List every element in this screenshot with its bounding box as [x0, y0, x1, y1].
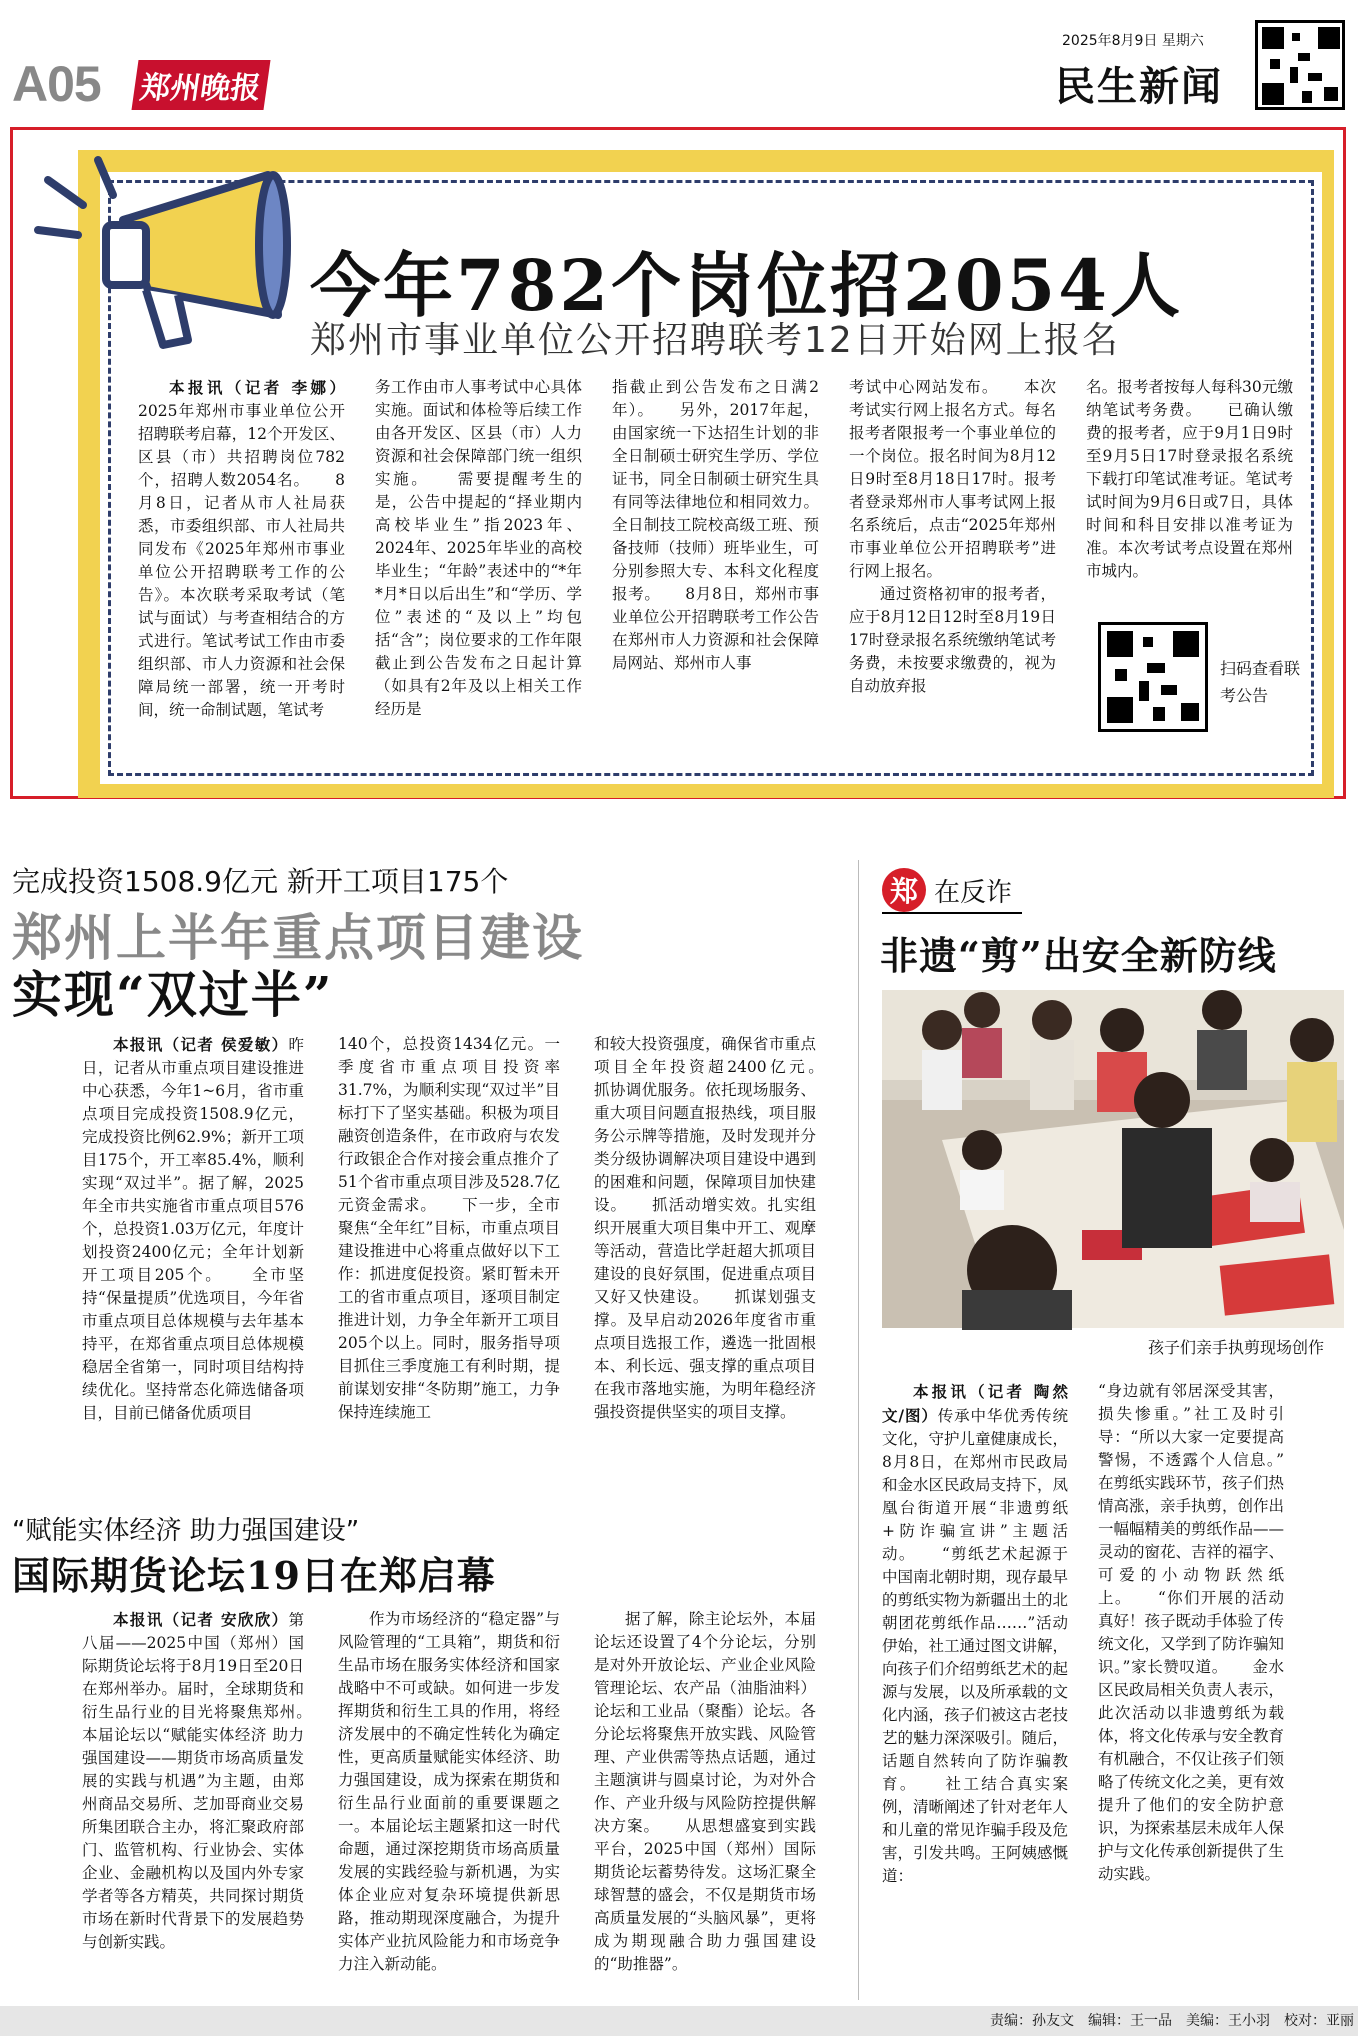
article3-col2-text: 作为市场经济的“稳定器”与风险管理的“工具箱”，期货和衍生品市场在服务实体经济和国家战略中不可或缺。如何进一步发挥期货和衍生工具的作用，将经济发展中的不确定性转化为确定性，更高质量赋能实体经济、助力强国建设，成为探索在期货和衍生品行业面前的重要课题之一。本届论坛主题紧扣这一时代命题，通过深挖期货市场高质量发展的实践经验与新机遇，为实体企业应对复杂环境提供新思路，推动期现深度融合，为提升实体产业抗风险能力和市场竞争力注入新动能。 [338, 1610, 560, 1973]
article4-col2-text: “身边就有邻居深受其害，损失惨重。”社工及时引导：“所以大家一定要提高警惕，不透露个人信息。” 在剪纸实践环节，孩子们热情高涨，亲手执剪，创作出一幅幅精美的剪纸作品——灵动的窗花、吉祥的福字、可爱的小动物跃然纸上。 “你们开展的活动真好！孩子既动手体验了传统文化，又学到了防诈骗知识。”家长赞叹道。 金水区民政局相关负责人表示，此次活动以非遗剪纸为载体，将文化传承与安全教育有机融合，不仅让孩子们领略了传统文化之美，更有效提升了他们的安全防护意识，为探索基层未成年人保护与文化传承创新提供了生动实践。 [1098, 1382, 1316, 1883]
article3-byline: 本报讯（记者 安欣欣） [113, 1610, 289, 1629]
paper-logo: 郑州晚报 [131, 60, 270, 110]
divider [858, 860, 859, 2000]
feature-col2-text: 务工作由市人事考试中心具体实施。面试和体检等后续工作由各开发区、区县（市）人力资源和社会保障部门统一组织实施。 需要提醒考生的是，公告中提起的“择业期内高校毕业生”指2023年、2024年、2025年毕业的高校毕业生；“年龄”表述中的“*年*月*日以后出生”和“学历、学位”表述的“及以上”均包括“含”；岗位要求的工作年限截止到公告发布之日起计算（如具有2年及以上相关工作经历是 [375, 378, 582, 718]
article2-headline-line1: 郑州上半年重点项目建设 [12, 908, 584, 967]
article2-headline-line2: 实现“双过半” [12, 965, 334, 1024]
article4-col1-text: 传承中华优秀传统文化，守护儿童健康成长，8月8日，在郑州市民政局和金水区民政局支持下，凤凰台街道开展“非遗剪纸+防诈骗宣讲”主题活动。 “剪纸艺术起源于中国南北朝时期，现存最早的剪纸实物为新疆出土的北朝团花剪纸作品……”活动伊始，社工通过图文讲解，向孩子们介绍剪纸艺术的起源与发展，以及所承载的文化内涵，孩子们被这古老技艺的魅力深深吸引。随后，话题自然转向了防诈骗教育。 社工结合真实案例，清晰阐述了针对老年人和儿童的常见诈骗手段及危害，引发共鸣。王阿姨感慨道： [882, 1407, 1069, 1885]
badge-icon: 郑 [882, 868, 926, 912]
feature-column-1 [138, 376, 345, 742]
article2-column-3 [594, 1033, 848, 1465]
article3-headline: 国际期货论坛19日在郑启幕 [12, 1553, 496, 1598]
megaphone-icon [28, 150, 308, 350]
article4-headline: 非遗“剪”出安全新防线 [880, 933, 1277, 978]
issue-date: 2025年8月9日 星期六 [1062, 33, 1204, 49]
papercut-activity-photo[interactable] [882, 990, 1344, 1328]
photo-caption: 孩子们亲手执剪现场创作 [1148, 1338, 1325, 1357]
feature-subheadline: 郑州市事业单位公开招聘联考12日开始网上报名 [310, 320, 1120, 361]
page-number: A05 [12, 56, 101, 112]
feature-column-3 [612, 376, 819, 742]
editorial-credits: 责编：孙友文 编辑：王一品 美编：王小羽 校对：亚丽 [990, 2013, 1354, 2029]
article2-column-2 [338, 1033, 560, 1465]
article2-col1-text: 昨日，记者从市重点项目建设推进中心获悉，今年1~6月，省市重点项目完成投资1508.9亿元，完成投资比例62.9%；新开工项目175个，开工率85.4%，顺利实现“双过半”。据了解，2025年全市共实施省市重点项目576个，总投资1.03万亿元，年度计划投资2400亿元；全年计划新开工项目205个。 全市坚持“保量提质”优选项目，今年省市重点项目总体规模与去年基本持平，在郑省重点项目总体规模稳居全省第一，同时项目结构持续优化。坚持常态化筛选储备项目，目前已储备优质项目 [82, 1036, 304, 1422]
article2-byline: 本报讯（记者 侯爱敏） [113, 1035, 289, 1054]
article2-kicker: 完成投资1508.9亿元 新开工项目175个 [12, 865, 509, 898]
article4-column-1 [882, 1380, 1068, 1998]
article3-col3-text: 据了解，除主论坛外，本届论坛还设置了4个分论坛，分别是对外开放论坛、产业企业风险管理论坛、农产品（油脂油料）论坛和工业品（聚酯）论坛。各分论坛将聚焦开放实践、风险管理、产业供需等热点话题，通过主题演讲与圆桌讨论，为对外合作、产业升级与风险防控提供解决方案。 从思想盛宴到实践平台，2025中国（郑州）国际期货论坛蓄势待发。这场汇聚全球智慧的盛会，不仅是期货市场高质量发展的“头脑风暴”，更将成为期现融合助力强国建设的“助推器”。 [594, 1610, 816, 1973]
article4-column-2 [1098, 1380, 1316, 1998]
article2-col3-text: 和较大投资强度，确保省市重点项目全年投资超2400亿元。 抓协调优服务。依托现场服务、重大项目问题直报热线，项目服务公示牌等措施，及时发现并分类分级协调解决项目建设中遇到的困难和问题，保障项目加快建设。 抓活动增实效。扎实组织开展重大项目集中开工、观摩等活动，营造比学赶超大抓项目建设的良好氛围，促进重点项目又好又快建设。 抓谋划强支撑。及早启动2026年度省市重点项目选报工作，遴选一批固根本、利长远、强支撑的重点项目在我市落地实施，为明年稳经济强投资提供坚实的项目支撑。 [594, 1035, 848, 1421]
feature-byline: 本报讯（记者 李娜） [169, 378, 345, 397]
feature-col4b-text: 通过资格初审的报考者，应于8月12日12时至8月19日17时登录报名系统缴纳笔试考务费，未按要求缴费的，视为自动放弃报 [849, 585, 1056, 695]
article2-column-1 [82, 1033, 304, 1465]
article3-col1-text: 第八届——2025中国（郑州）国际期货论坛将于8月19日至20日在郑州举办。届时，全球期货和衍生品行业的目光将聚焦郑州。 本届论坛以“赋能实体经济 助力强国建设——期货市场高质量发展的实践与机遇”为主题，由郑州商品交易所、芝加哥商业交易所集团联合主办，将汇聚政府部门、监管机构、行业协会、实体企业、金融机构以及国内外专家学者等各方精英，共同探讨期货市场在新时代背景下的发展趋势与创新实践。 [82, 1611, 336, 1951]
feature-col4a-text: 考试中心网站发布。 本次考试实行网上报名方式。每名报考者限报考一个事业单位的一个岗位。报名时间为8月12日9时至8月18日17时。报考者登录郑州市人事考试网上报名系统后，点击“2025年郑州市事业单位公开招聘联考”进行网上报名。 [849, 378, 1056, 580]
feature-col3-text: 指截止到公告发布之日满2年）。 另外，2017年起，由国家统一下达招生计划的非全日制硕士研究生学历、学位证书，同全日制硕士研究生具有同等法律地位和相同效力。全日制技工院校高级工班、预备技师（技师）班毕业生，可分别参照大专、本科文化程度报考。 8月8日，郑州市事业单位公开招聘联考工作公告在郑州市人力资源和社会保障局网站、郑州市人事 [612, 378, 819, 672]
feature-column-4 [849, 376, 1056, 742]
column-label: 在反诈 [934, 878, 1013, 908]
feature-col5-text: 名。报考者按每人每科30元缴纳笔试考务费。 已确认缴费的报考者，应于9月1日9时至9月5日17时登录报名系统下载打印笔试准考证。笔试考试时间为9月6日或7日，具体时间和科目安排以准考证为准。本次考试考点设置在郑州市城内。 [1086, 378, 1293, 580]
feature-qr-code-icon[interactable] [1098, 622, 1208, 732]
article3-kicker: “赋能实体经济 助力强国建设” [12, 1516, 360, 1546]
article2-col2-text: 140个，总投资1434亿元。一季度省市重点项目投资率31.7%，为顺利实现“双过半”目标打下了坚实基础。积极为项目融资创造条件，在市政府与农发行政银企合作对接会重点推介了51个省市重点项目涉及528.7亿元资金需求。 下一步，全市聚焦“全年红”目标，市重点项目建设推进中心将重点做好以下工作：抓进度促投资。紧盯暂未开工的省市重点项目，逐项目制定推进计划，力争全年新开工项目205个以上。同时，服务指导项目抓住三季度施工有利时期，提前谋划安排“冬防期”施工，力争保持连续施工 [338, 1035, 560, 1421]
feature-column-2 [375, 376, 582, 742]
masthead-qr-code-icon[interactable] [1255, 20, 1345, 110]
article3-column-1 [82, 1608, 336, 1998]
feature-headline: 今年782个岗位招2054人 [310, 244, 1183, 327]
feature-qr-caption: 扫码查看联考公告 [1220, 659, 1301, 705]
feature-col1-text: 2025年郑州市事业单位公开招聘联考启幕，12个开发区、区县（市）共招聘岗位782个，招聘人数2054名。 8月8日，记者从市人社局获悉，市委组织部、市人社局共同发布《2025年郑州市事业单位公开招聘联考工作的公告》。本次联考采取考试（笔试与面试）与考查相结合的方式进行。笔试考试工作由市委组织部、市人力资源和社会保障局统一部署，统一开考时间，统一命制试题，笔试考 [138, 402, 345, 719]
article3-column-3 [594, 1608, 816, 1998]
article4-byline: 本报讯（记者 陶然 文/图） [882, 1382, 1068, 1425]
section-title: 民生新闻 [1055, 64, 1223, 110]
feature-column-5 [1086, 376, 1293, 606]
column-label-underline [882, 912, 1022, 914]
article3-column-2 [338, 1608, 560, 1998]
